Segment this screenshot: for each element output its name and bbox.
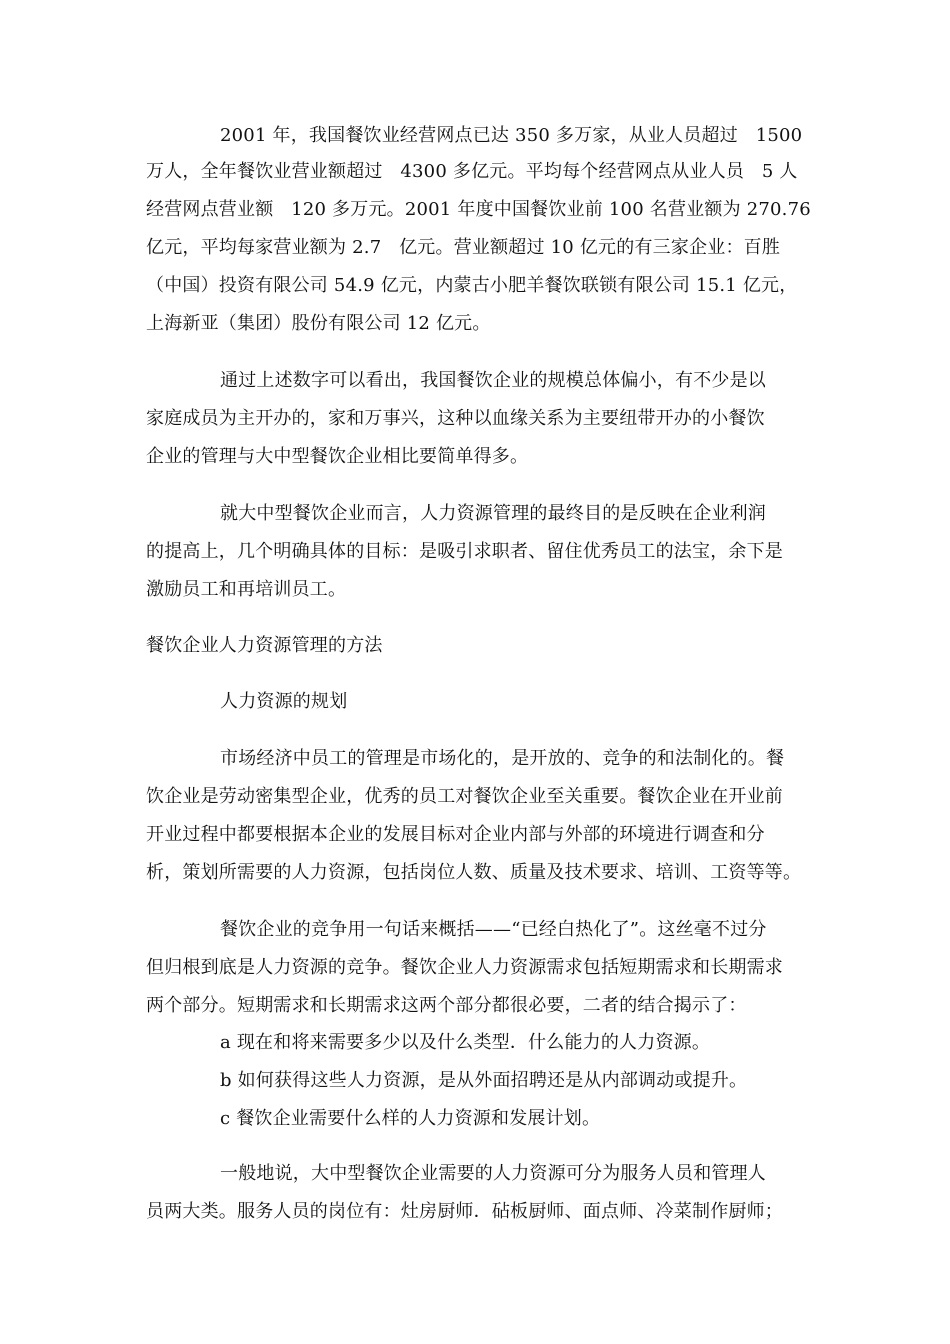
list-item: a 现在和将来需要多少以及什么类型．什么能力的人力资源。	[220, 1032, 711, 1053]
paragraph-line: 亿元，平均每家营业额为 2.7 亿元。营业额超过 10 亿元的有三家企业：百胜	[146, 237, 781, 258]
paragraph-line: 饮企业是劳动密集型企业，优秀的员工对餐饮企业至关重要。餐饮企业在开业前	[146, 786, 783, 807]
paragraph-line: 两个部分。短期需求和长期需求这两个部分都很必要，二者的结合揭示了：	[146, 995, 747, 1016]
paragraph-line: 一般地说，大中型餐饮企业需要的人力资源可分为服务人员和管理人	[220, 1163, 766, 1184]
list-item: b 如何获得这些人力资源，是从外面招聘还是从内部调动或提升。	[220, 1070, 748, 1091]
paragraph-line: 开业过程中都要根据本企业的发展目标对企业内部与外部的环境进行调查和分	[146, 824, 765, 845]
paragraph-line: 上海新亚（集团）股份有限公司 12 亿元。	[146, 313, 491, 334]
paragraph-line: 企业的管理与大中型餐饮企业相比要简单得多。	[146, 446, 529, 467]
subsection-heading: 人力资源的规划	[220, 691, 348, 712]
paragraph-line: 市场经济中员工的管理是市场化的，是开放的、竞争的和法制化的。餐	[220, 748, 785, 769]
paragraph-line: 万人，全年餐饮业营业额超过 4300 多亿元。平均每个经营网点从业人员 5 人	[146, 161, 798, 182]
paragraph-line: 激励员工和再培训员工。	[146, 579, 347, 600]
paragraph-line: 通过上述数字可以看出，我国餐饮企业的规模总体偏小，有不少是以	[220, 370, 766, 391]
paragraph-line: 家庭成员为主开办的，家和万事兴，这种以血缘关系为主要纽带开办的小餐饮	[146, 408, 765, 429]
paragraph-line: 但归根到底是人力资源的竞争。餐饮企业人力资源需求包括短期需求和长期需求	[146, 957, 783, 978]
paragraph-line: 就大中型餐饮企业而言，人力资源管理的最终目的是反映在企业利润	[220, 503, 766, 524]
paragraph-line: 餐饮企业的竞争用一句话来概括——“已经白热化了”。这丝毫不过分	[220, 919, 767, 940]
section-heading: 餐饮企业人力资源管理的方法	[146, 635, 383, 656]
list-item: c 餐饮企业需要什么样的人力资源和发展计划。	[220, 1108, 601, 1129]
paragraph-line: （中国）投资有限公司 54.9 亿元，内蒙古小肥羊餐饮联锁有限公司 15.1 亿元，	[146, 275, 798, 296]
paragraph-line: 析，策划所需要的人力资源，包括岗位人数、质量及技术要求、培训、工资等等。	[146, 862, 802, 883]
paragraph-line: 2001 年，我国餐饮业经营网点已达 350 多万家，从业人员超过 1500	[220, 125, 803, 146]
paragraph-line: 员两大类。服务人员的岗位有：灶房厨师．砧板厨师、面点师、冷菜制作厨师；	[146, 1201, 783, 1222]
paragraph-line: 经营网点营业额 120 多万元。2001 年度中国餐饮业前 100 名营业额为 270.76	[146, 199, 811, 220]
paragraph-line: 的提高上，几个明确具体的目标：是吸引求职者、留住优秀员工的法宝，余下是	[146, 541, 783, 562]
